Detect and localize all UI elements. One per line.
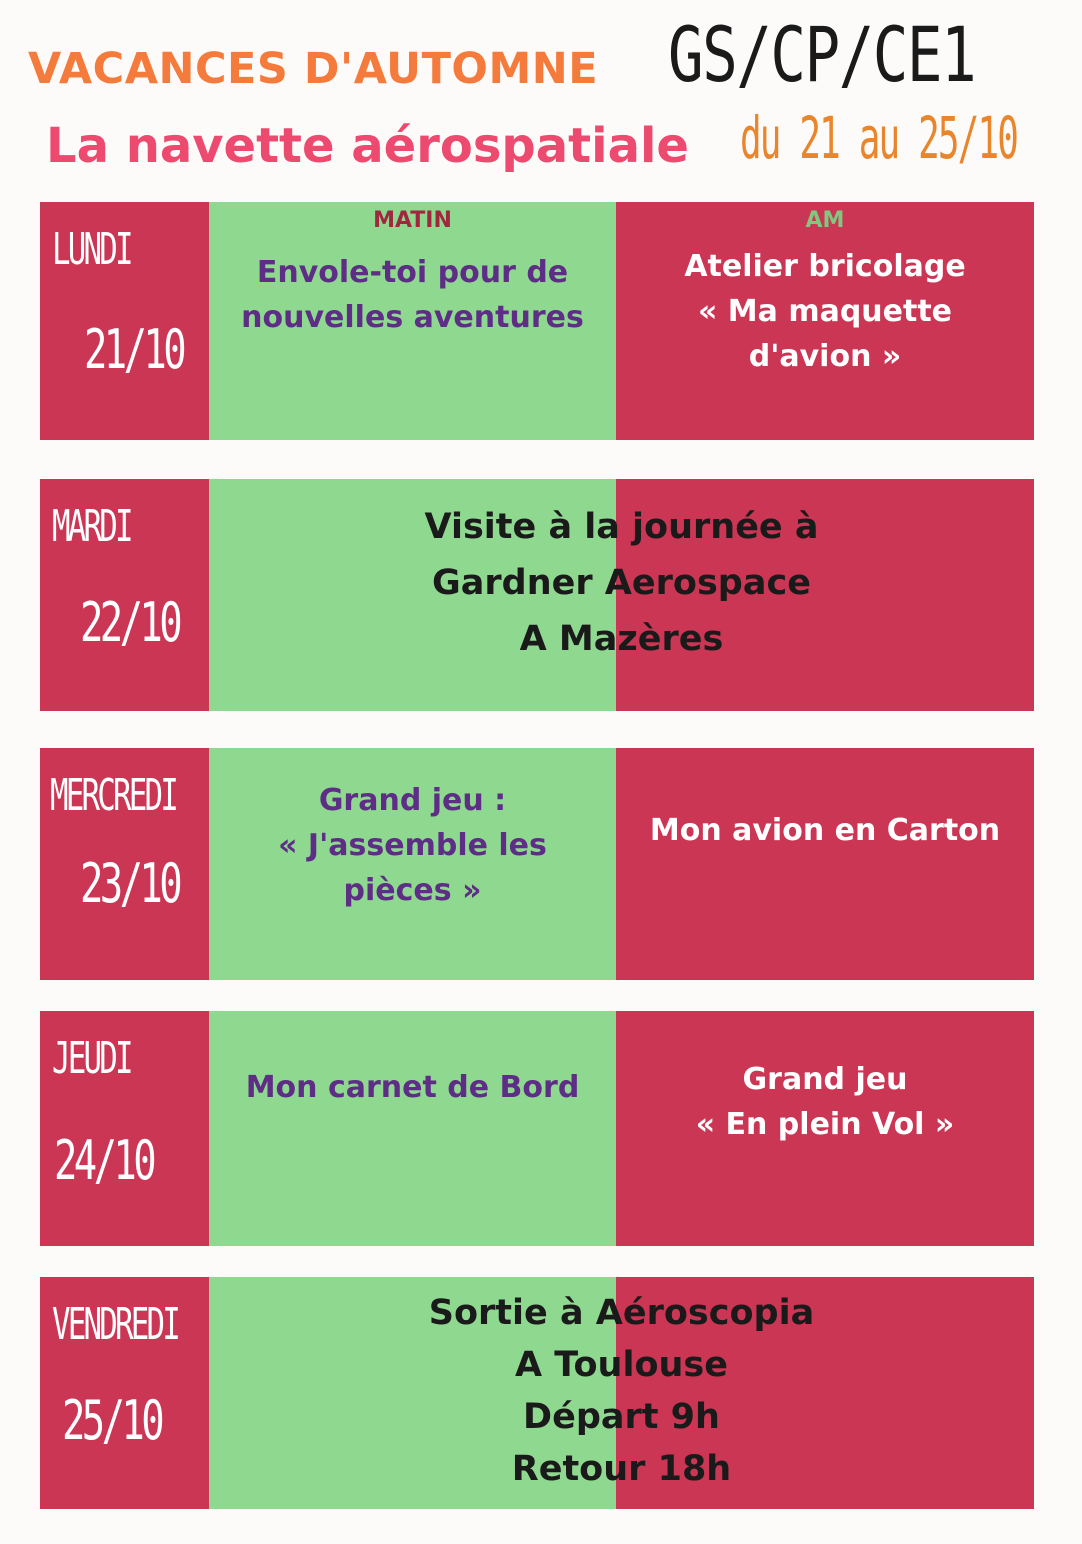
day-name: MARDI bbox=[52, 501, 131, 552]
day-name: LUNDI bbox=[52, 224, 131, 275]
morning-column-header: MATIN bbox=[373, 208, 452, 233]
activity-line: « J'assemble les bbox=[278, 828, 547, 863]
day-cell bbox=[40, 1011, 209, 1246]
date-range-handwritten: du 21 au 25/10 bbox=[740, 104, 1018, 172]
activity-line: Départ 9h bbox=[523, 1397, 720, 1437]
activity-line: A Toulouse bbox=[515, 1345, 728, 1385]
activity-line: Grand jeu : bbox=[318, 783, 507, 818]
activity-line: nouvelles aventures bbox=[241, 300, 584, 335]
afternoon-activity bbox=[616, 1057, 1034, 1147]
activity-line: Envole-toi pour de bbox=[256, 255, 569, 290]
page-subtitle: La navette aérospatiale bbox=[46, 118, 689, 174]
morning-cell bbox=[209, 748, 616, 980]
activity-line: Atelier bricolage bbox=[684, 249, 966, 284]
day-row-tuesday bbox=[40, 479, 1034, 711]
afternoon-column-header: AM bbox=[805, 208, 845, 233]
morning-activity bbox=[209, 1065, 616, 1110]
activity-line: Mon avion en Carton bbox=[649, 813, 1001, 848]
day-date: 25/10 bbox=[62, 1389, 162, 1452]
activity-line: Sortie à Aéroscopia bbox=[428, 1293, 815, 1333]
activity-line: Grand jeu bbox=[742, 1062, 908, 1097]
full-day-activity bbox=[209, 499, 1034, 667]
activity-line: Visite à la journée à bbox=[424, 507, 819, 547]
day-date: 21/10 bbox=[84, 318, 184, 381]
day-cell bbox=[40, 1277, 209, 1509]
day-cell bbox=[40, 479, 209, 711]
day-cell bbox=[40, 748, 209, 980]
day-row-wednesday bbox=[40, 748, 1034, 980]
day-date: 24/10 bbox=[54, 1129, 154, 1192]
day-name: VENDREDI bbox=[52, 1299, 178, 1350]
activity-line: pièces » bbox=[343, 873, 482, 908]
activity-line: Mon carnet de Bord bbox=[245, 1070, 580, 1105]
activity-line: Gardner Aerospace bbox=[432, 563, 811, 603]
day-row-monday bbox=[40, 202, 1034, 440]
day-name: JEUDI bbox=[52, 1033, 131, 1084]
afternoon-cell bbox=[616, 202, 1034, 440]
day-row-thursday bbox=[40, 1011, 1034, 1246]
morning-cell bbox=[209, 1011, 616, 1246]
morning-activity bbox=[209, 778, 616, 913]
afternoon-activity bbox=[616, 808, 1034, 853]
class-levels-handwritten: GS/CP/CE1 bbox=[668, 10, 976, 99]
morning-activity bbox=[209, 250, 616, 340]
afternoon-cell bbox=[616, 1011, 1034, 1246]
page-title: VACANCES D'AUTOMNE bbox=[28, 44, 599, 94]
day-name: MERCREDI bbox=[50, 770, 176, 821]
afternoon-activity bbox=[616, 244, 1034, 379]
day-date: 23/10 bbox=[80, 852, 180, 915]
morning-cell bbox=[209, 202, 616, 440]
activity-line: d'avion » bbox=[748, 339, 902, 374]
afternoon-cell bbox=[616, 748, 1034, 980]
day-row-friday bbox=[40, 1277, 1034, 1509]
activity-line: « En plein Vol » bbox=[695, 1107, 955, 1142]
day-date: 22/10 bbox=[80, 591, 180, 654]
activity-line: Retour 18h bbox=[511, 1449, 732, 1489]
day-cell bbox=[40, 202, 209, 440]
activity-line: « Ma maquette bbox=[697, 294, 953, 329]
activity-line: A Mazères bbox=[519, 619, 724, 659]
full-day-activity bbox=[209, 1287, 1034, 1495]
